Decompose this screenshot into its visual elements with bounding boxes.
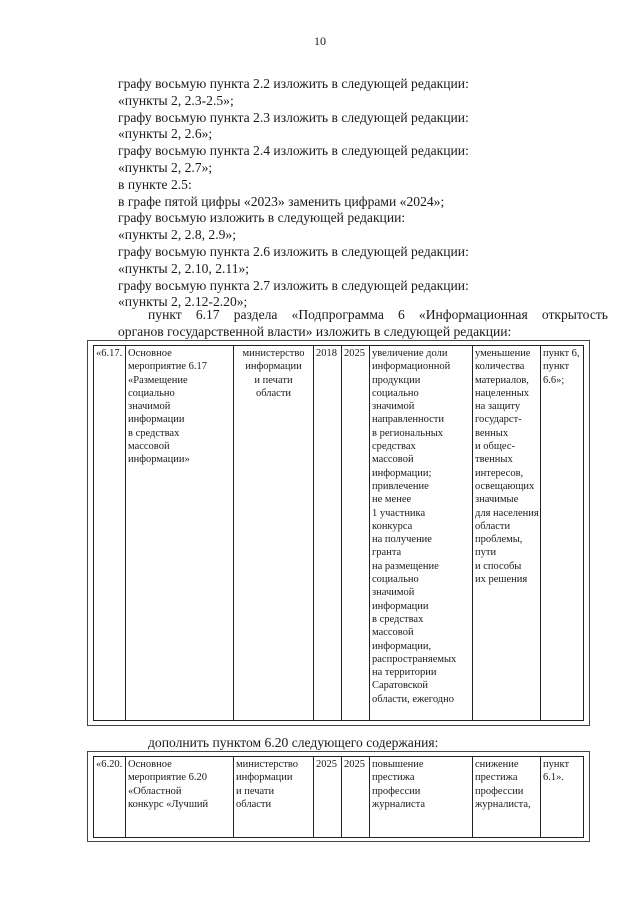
cell-link bbox=[541, 757, 584, 838]
cell-line: престижа bbox=[475, 772, 518, 784]
cell-line: информации» bbox=[128, 454, 190, 466]
cell-line: распространяемых bbox=[372, 653, 457, 665]
cell-line: на получение bbox=[372, 534, 432, 546]
cell-line: значимой bbox=[128, 401, 171, 413]
cell-line: 1 участника bbox=[372, 507, 426, 519]
cell-line: повышение bbox=[372, 759, 424, 770]
cell-line: 6.1». bbox=[543, 772, 564, 784]
cell-line: «Областной bbox=[128, 785, 182, 797]
amendment-line: графу восьмую изложить в следующей редакции: bbox=[118, 210, 406, 226]
cell-line: конкурс «Лучший bbox=[128, 798, 209, 810]
paragraph-617-line1: пункт 6.17 раздела «Подпрограмма 6 «Информационная открытость bbox=[148, 307, 608, 322]
cell-line: в средствах bbox=[372, 613, 424, 625]
cell-line: пункт bbox=[543, 759, 570, 770]
amendment-line: «пункты 2, 2.10, 2.11»; bbox=[118, 260, 250, 276]
cell-line: журналиста, bbox=[475, 798, 531, 810]
cell-consequences bbox=[473, 346, 541, 721]
amendment-line: графу восьмую пункта 2.4 изложить в следующей редакции: bbox=[118, 143, 469, 159]
amendment-line: графу восьмую пункта 2.7 изложить в следующей редакции: bbox=[118, 277, 469, 293]
cell-number: «6.20. bbox=[94, 757, 126, 838]
cell-line: на размещение bbox=[372, 560, 439, 572]
cell-line: информации bbox=[236, 772, 293, 784]
amendment-line: в пункте 2.5: bbox=[118, 176, 192, 192]
cell-line: Основное bbox=[128, 348, 172, 359]
amendment-line: графу восьмую пункта 2.6 изложить в следующей редакции: bbox=[118, 243, 469, 259]
cell-line: освещающих bbox=[475, 480, 535, 492]
cell-line: социально bbox=[128, 387, 175, 399]
cell-result bbox=[370, 757, 473, 838]
cell-line: значимой bbox=[372, 587, 415, 599]
cell-event bbox=[126, 757, 234, 838]
cell-line: массовой bbox=[128, 441, 170, 453]
cell-line: нацеленных bbox=[475, 387, 530, 399]
cell-line: привлечение bbox=[372, 480, 429, 492]
cell-end-year: 2025 bbox=[342, 757, 370, 838]
cell-line: Основное bbox=[128, 759, 172, 770]
cell-line: и печати bbox=[236, 785, 275, 797]
page-number: 10 bbox=[314, 34, 326, 48]
amendment-list bbox=[118, 76, 588, 311]
cell-consequences bbox=[473, 757, 541, 838]
cell-line: на защиту bbox=[475, 401, 521, 413]
cell-line: значимой bbox=[372, 401, 415, 413]
paragraph-617-line2: органов государственной власти» изложить в следующей редакции: bbox=[118, 324, 512, 339]
cell-event bbox=[126, 346, 234, 721]
cell-start-year: 2018 bbox=[314, 346, 342, 721]
cell-line: профессии bbox=[372, 785, 421, 797]
cell-line: информации, bbox=[372, 640, 432, 652]
cell-line: в региональных bbox=[372, 427, 443, 439]
cell-line: твенных bbox=[475, 454, 513, 466]
cell-line: в средствах bbox=[128, 427, 180, 439]
table-620 bbox=[93, 756, 584, 838]
amendment-line: графу восьмую пункта 2.2 изложить в следующей редакции: bbox=[118, 76, 469, 91]
cell-line: информации bbox=[128, 414, 185, 426]
cell-line: продукции bbox=[372, 374, 421, 386]
cell-executor bbox=[234, 757, 314, 838]
cell-line: государст- bbox=[475, 414, 522, 426]
cell-executor bbox=[234, 346, 314, 721]
cell-line: 6.6»; bbox=[543, 374, 565, 386]
cell-end-year: 2025 bbox=[342, 346, 370, 721]
cell-line: области, ежегодно bbox=[372, 693, 454, 705]
cell-line: для населения bbox=[475, 507, 539, 519]
cell-line: их решения bbox=[475, 574, 528, 586]
table-row bbox=[94, 346, 584, 721]
cell-line: пути bbox=[475, 547, 497, 559]
cell-line: информации bbox=[372, 600, 429, 612]
cell-line: гранта bbox=[372, 547, 402, 559]
cell-line: и печати bbox=[254, 374, 293, 386]
amendment-line: «пункты 2, 2.12-2.20»; bbox=[118, 294, 248, 310]
cell-line: проблемы, bbox=[475, 534, 523, 546]
amendment-line: «пункты 2, 2.6»; bbox=[118, 126, 213, 142]
table-row bbox=[94, 757, 584, 838]
paragraph-620: дополнить пунктом 6.20 следующего содержания: bbox=[148, 735, 439, 750]
amendment-line: графу восьмую пункта 2.3 изложить в следующей редакции: bbox=[118, 109, 469, 125]
cell-line: количества bbox=[475, 361, 525, 373]
cell-line: массовой bbox=[372, 627, 414, 639]
cell-line: и общес- bbox=[475, 441, 516, 453]
cell-line: конкурса bbox=[372, 520, 413, 532]
cell-line: социально bbox=[372, 574, 419, 586]
cell-number: «6.17. bbox=[94, 346, 126, 721]
cell-line: области bbox=[475, 520, 511, 532]
cell-line: средствах bbox=[372, 441, 416, 453]
cell-line: области bbox=[236, 798, 272, 810]
cell-line: увеличение доли bbox=[372, 348, 448, 359]
cell-line: мероприятие 6.20 bbox=[128, 772, 207, 784]
cell-line: не менее bbox=[372, 494, 412, 506]
cell-line: интересов, bbox=[475, 467, 524, 479]
cell-line: информации bbox=[245, 361, 302, 373]
cell-line: на территории bbox=[372, 667, 437, 679]
cell-line: Саратовской bbox=[372, 680, 428, 692]
table-617 bbox=[93, 345, 584, 721]
cell-line: пункт 6, bbox=[543, 348, 580, 359]
cell-line: пункт bbox=[543, 361, 570, 373]
amendment-line: «пункты 2, 2.3-2.5»; bbox=[118, 92, 234, 108]
cell-line: журналиста bbox=[372, 798, 426, 810]
cell-line: снижение bbox=[475, 759, 519, 770]
cell-line: социально bbox=[372, 387, 419, 399]
cell-line: мероприятие 6.17 bbox=[128, 361, 207, 373]
cell-line: направленности bbox=[372, 414, 445, 426]
cell-line: «Размещение bbox=[128, 374, 188, 386]
cell-line: области bbox=[255, 387, 292, 399]
cell-line: значимые bbox=[475, 494, 519, 506]
cell-line: престижа bbox=[372, 772, 415, 784]
cell-line: министерство bbox=[236, 759, 299, 770]
amendment-line: в графе пятой цифры «2023» заменить цифрами «2024»; bbox=[118, 193, 445, 209]
cell-line: венных bbox=[475, 427, 509, 439]
cell-start-year: 2025 bbox=[314, 757, 342, 838]
cell-line: уменьшение bbox=[475, 348, 531, 359]
cell-line: информации; bbox=[372, 467, 432, 479]
cell-line: массовой bbox=[372, 454, 414, 466]
cell-line: информационной bbox=[372, 361, 451, 373]
cell-line: профессии bbox=[475, 785, 524, 797]
cell-line: и способы bbox=[475, 560, 522, 572]
cell-result bbox=[370, 346, 473, 721]
amendment-line: «пункты 2, 2.7»; bbox=[118, 159, 213, 175]
cell-line: материалов, bbox=[475, 374, 529, 386]
cell-link bbox=[541, 346, 584, 721]
amendment-line: «пункты 2, 2.8, 2.9»; bbox=[118, 227, 236, 243]
cell-line: министерство bbox=[242, 348, 305, 359]
